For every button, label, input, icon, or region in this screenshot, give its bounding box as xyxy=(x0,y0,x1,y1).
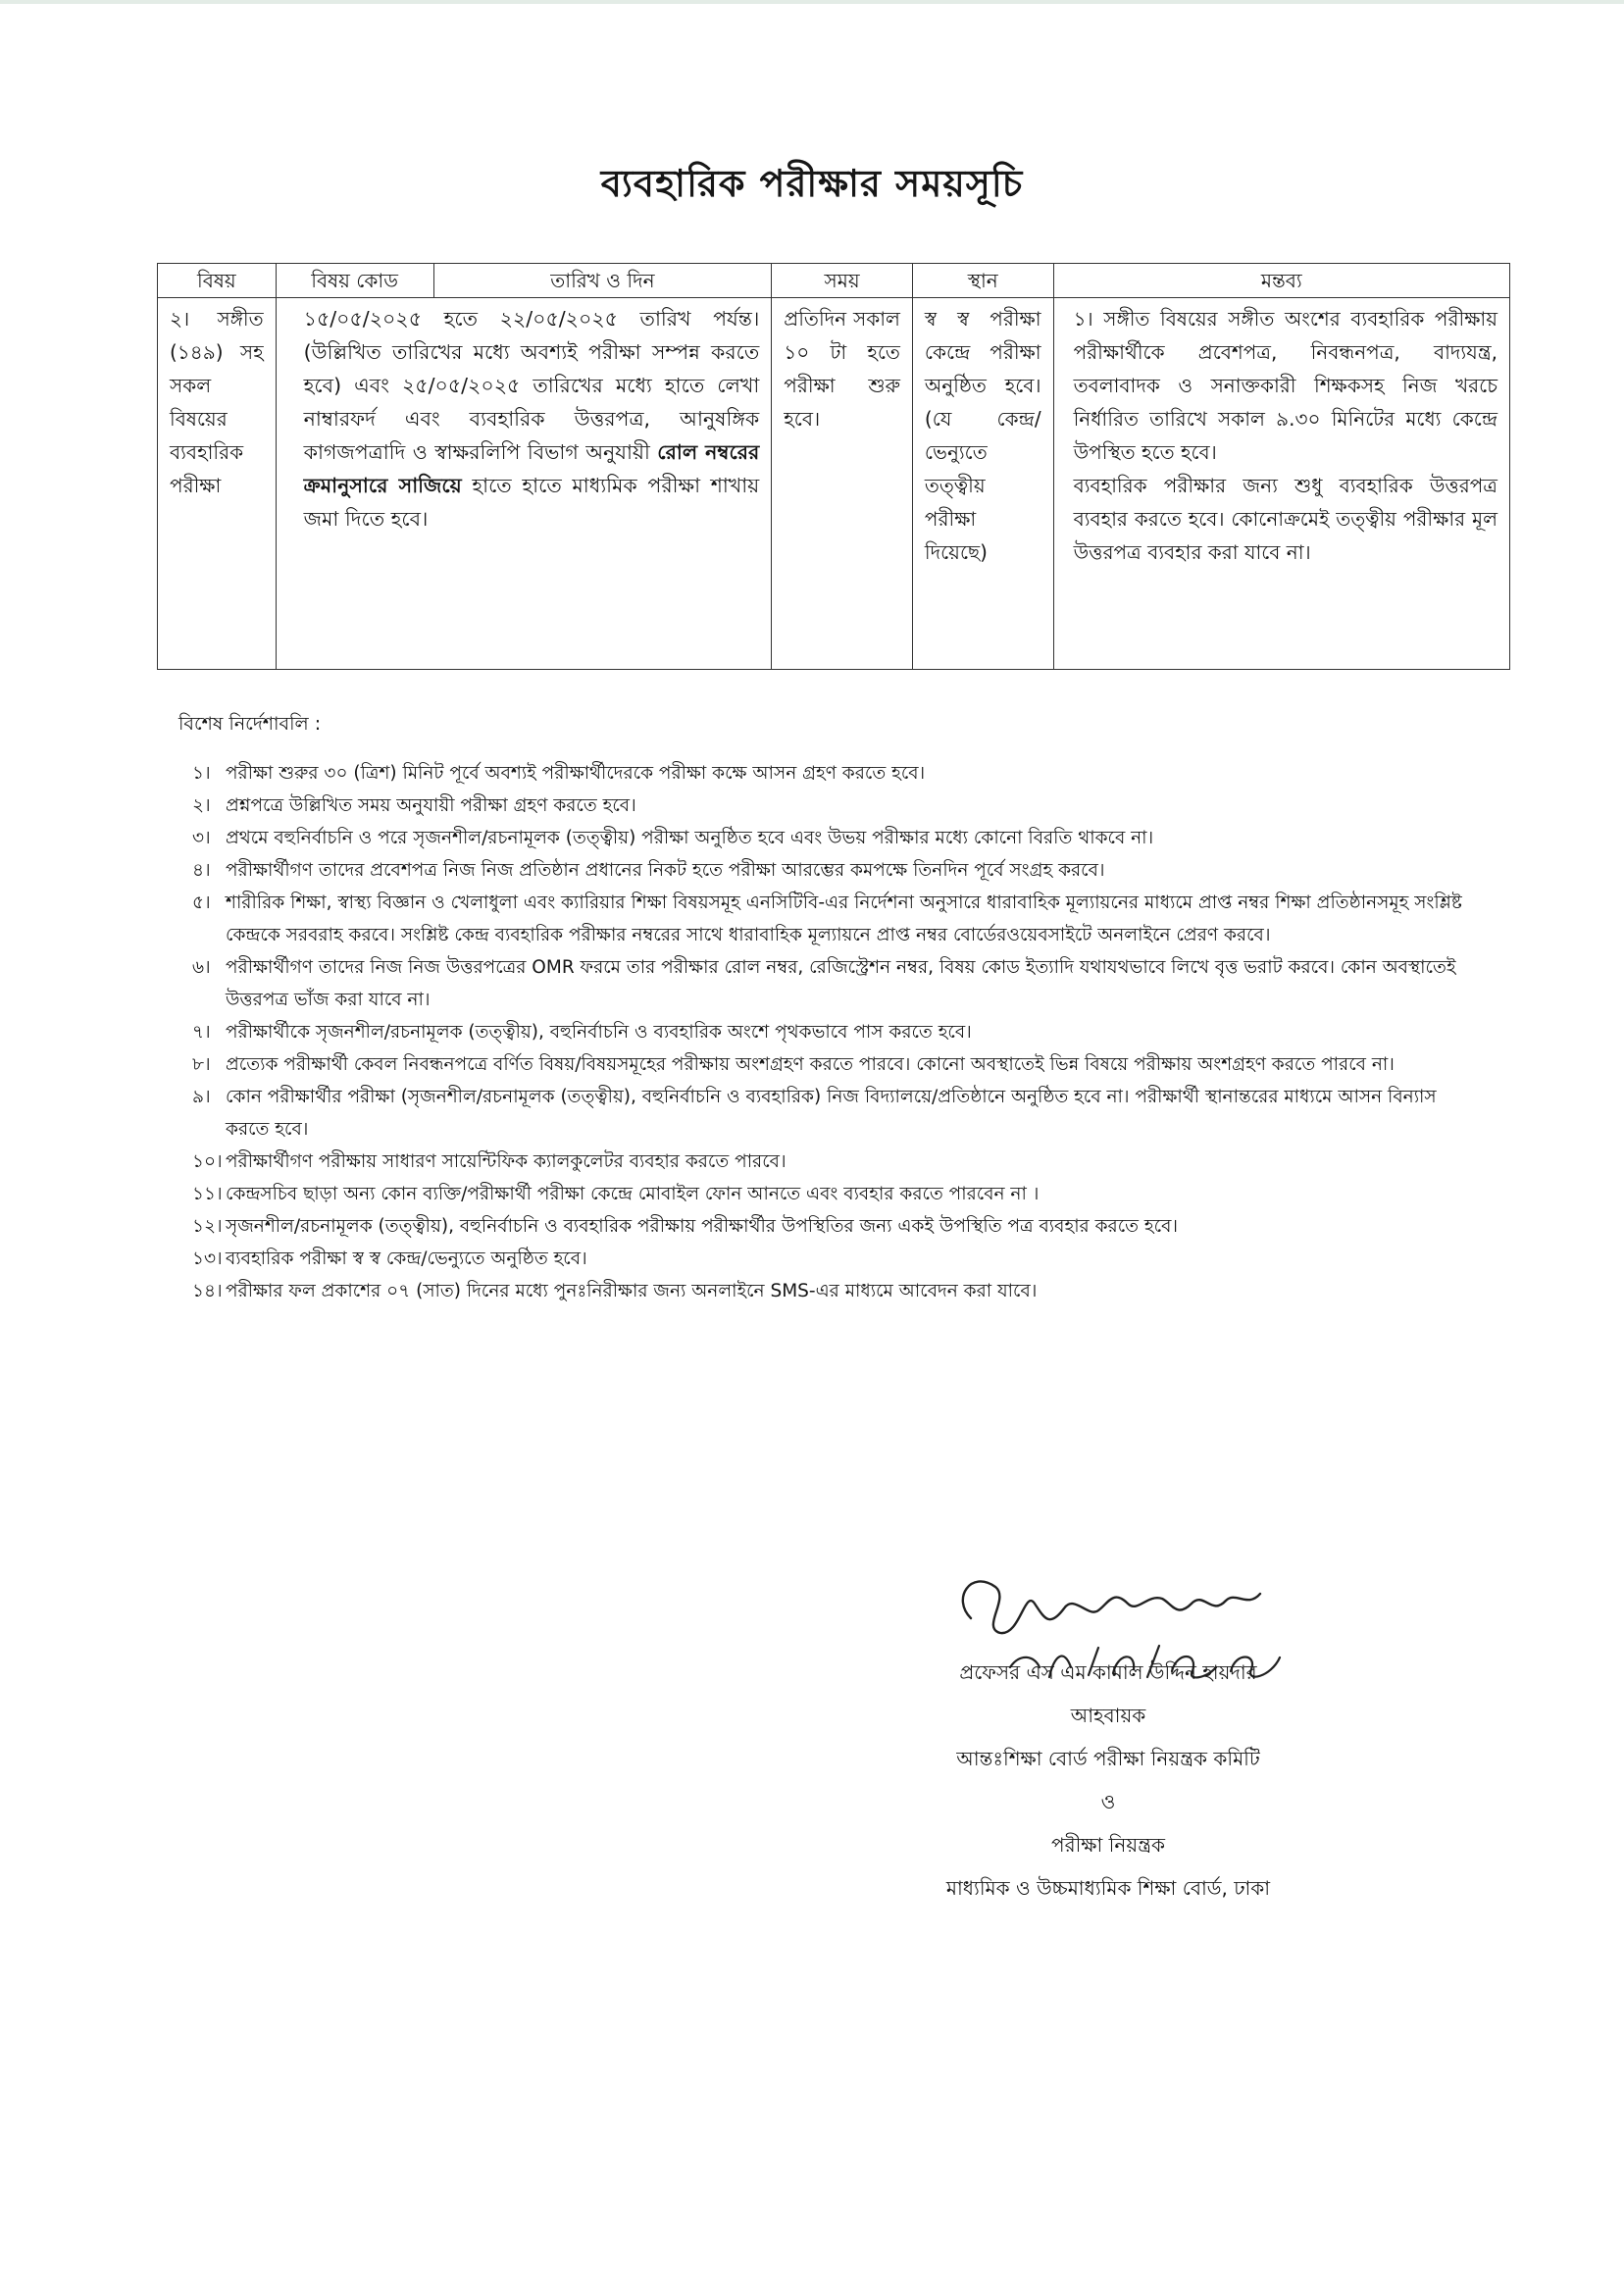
note-text: পরীক্ষার ফল প্রকাশের ০৭ (সাত) দিনের মধ্যে পুনঃনিরীক্ষার জন্য অনলাইনে SMS-এর মাধ্যমে আবেদন করা যাবে। xyxy=(226,1281,1038,1301)
table-row xyxy=(158,298,1510,670)
list-item xyxy=(192,887,1477,951)
header-code: বিষয় কোড xyxy=(276,264,433,298)
note-text: প্রথমে বহুনির্বাচনি ও পরে সৃজনশীল/রচনামূলক (তত্ত্বীয়) পরীক্ষা অনুষ্ঠিত হবে এবং উভয় পরীক্ষার মধ্যে কোনো বিরতি থাকবে না। xyxy=(226,828,1154,848)
note-text: সৃজনশীল/রচনামূলক (তত্ত্বীয়), বহুনির্বাচনি ও ব্যবহারিক পরীক্ষায় পরীক্ষার্থীর উপস্থিতির জন্য একই উপস্থিতি পত্র ব্যবহার করতে হবে। xyxy=(226,1216,1178,1237)
schedule-table xyxy=(157,263,1510,670)
notes-heading: বিশেষ নির্দেশাবলি : xyxy=(178,713,322,735)
note-text: পরীক্ষার্থীগণ তাদের নিজ নিজ উত্তরপত্রের OMR ফরমে তার পরীক্ষার রোল নম্বর, রেজিস্ট্রেশন নম্বর, বিষয় কোড ইত্যাদি যথাযথভাবে লিখে বৃত্ত ভরাট করবে। কোন অবস্থাতেই উত্তরপত্র ভাঁজ করা যাবে না। xyxy=(226,957,1456,1010)
note-number: ৪। xyxy=(192,860,211,881)
list-item xyxy=(192,1048,1477,1081)
note-number: ১১। xyxy=(192,1184,223,1204)
signatory-role: আহবায়ক xyxy=(1070,1704,1146,1727)
note-number: ১০। xyxy=(192,1151,223,1172)
note-text: ব্যবহারিক পরীক্ষা স্ব স্ব কেন্দ্র/ভেন্যুতে অনুষ্ঠিত হবে। xyxy=(226,1249,587,1269)
header-date: তারিখ ও দিন xyxy=(433,264,772,298)
scan-edge xyxy=(0,0,1624,4)
note-text: পরীক্ষার্থীগণ তাদের প্রবেশপত্র নিজ নিজ প্রতিষ্ঠান প্রধানের নিকট হতে পরীক্ষা আরম্ভের কমপক্ষে তিনদিন পূর্বে সংগ্রহ করবে। xyxy=(226,860,1105,881)
cell-date xyxy=(276,298,772,670)
list-item xyxy=(192,854,1477,887)
signatory-and: ও xyxy=(1100,1790,1116,1813)
header-place: স্থান xyxy=(912,264,1053,298)
note-number: ৭। xyxy=(192,1022,211,1043)
list-item xyxy=(192,1210,1477,1243)
list-item xyxy=(192,1146,1477,1178)
note-number: ৯। xyxy=(192,1087,211,1107)
note-number: ২। xyxy=(192,795,211,816)
signatory-position: পরীক্ষা নিয়ন্ত্রক xyxy=(1051,1833,1165,1857)
date-text: ১৫/০৫/২০২৫ হতে ২২/০৫/২০২৫ তারিখ পর্যন্ত। (উল্লিখিত তারিখের মধ্যে অবশ্যই পরীক্ষা সম্পন্ন করতে হবে) এবং ২৫/০৫/২০২৫ তারিখের মধ্যে হাতে লেখা নাম্বারফর্দ এবং ব্যবহারিক উত্তরপত্র, আনুষঙ্গিক কাগজপত্রাদি ও স্বাক্ষরলিপি বিভাগ অনুযায়ী xyxy=(303,307,760,464)
note-text: পরীক্ষার্থীগণ পরীক্ষায় সাধারণ সায়েন্টিফিক ক্যালকুলেটর ব্যবহার করতে পারবে। xyxy=(226,1151,787,1172)
header-remark: মন্তব্য xyxy=(1053,264,1509,298)
remark-2: ব্যবহারিক পরীক্ষার জন্য শুধু ব্যবহারিক উত্তরপত্র ব্যবহার করতে হবে। কোনোক্রমেই তত্ত্বীয় পরীক্ষার মূল উত্তরপত্র ব্যবহার করা যাবে না। xyxy=(1073,474,1497,564)
cell-time: প্রতিদিন সকাল ১০ টা হতে পরীক্ষা শুরু হবে। xyxy=(772,298,913,670)
cell-remark xyxy=(1053,298,1509,670)
signatory-name: প্রফেসর এস এম কামাল উদ্দিন হায়দার xyxy=(959,1660,1257,1684)
list-item xyxy=(192,822,1477,854)
cell-place: স্ব স্ব পরীক্ষা কেন্দ্রে পরীক্ষা অনুষ্ঠিত হবে। (যে কেন্দ্র/ ভেন্যুতে তত্ত্বীয় পরীক্ষা দিয়েছে) xyxy=(912,298,1053,670)
page-title: ব্যবহারিক পরীক্ষার সময়সূচি xyxy=(600,162,1024,205)
note-number: ১৪। xyxy=(192,1281,223,1301)
list-item xyxy=(192,1081,1477,1146)
note-text: পরীক্ষার্থীকে সৃজনশীল/রচনামূলক (তত্ত্বীয়), বহুনির্বাচনি ও ব্যবহারিক অংশে পৃথকভাবে পাস করতে হবে। xyxy=(226,1022,972,1043)
list-item xyxy=(192,951,1477,1016)
note-text: পরীক্ষা শুরুর ৩০ (ত্রিশ) মিনিট পূর্বে অবশ্যই পরীক্ষার্থীদেরকে পরীক্ষা কক্ষে আসন গ্রহণ করতে হবে। xyxy=(226,763,926,784)
note-number: ৮। xyxy=(192,1054,211,1075)
note-text: প্রশ্নপত্রে উল্লিখিত সময় অনুযায়ী পরীক্ষা গ্রহণ করতে হবে। xyxy=(226,795,636,816)
signatory-board: মাধ্যমিক ও উচ্চমাধ্যমিক শিক্ষা বোর্ড, ঢাকা xyxy=(945,1876,1271,1900)
header-time: সময় xyxy=(772,264,913,298)
list-item xyxy=(192,790,1477,822)
list-item xyxy=(192,1243,1477,1275)
date-bold-text: রোল নম্বরের ক্রমানুসারে সাজিয়ে xyxy=(303,440,760,497)
list-item xyxy=(192,1016,1477,1048)
note-text: কোন পরীক্ষার্থীর পরীক্ষা (সৃজনশীল/রচনামূলক (তত্ত্বীয়), বহুনির্বাচনি ও ব্যবহারিক) নিজ বিদ্যালয়ে/প্রতিষ্ঠানে অনুষ্ঠিত হবে না। পরীক্ষার্থী স্থানান্তরের মাধ্যমে আসন বিন্যাস করতে হবে। xyxy=(226,1087,1437,1140)
date-text-end: হাতে হাতে মাধ্যমিক পরীক্ষা শাখায় জমা দিতে হবে। xyxy=(303,474,760,531)
note-number: ৩। xyxy=(192,828,211,848)
cell-subject: ২। সঙ্গীত (১৪৯) সহ সকল বিষয়ের ব্যবহারিক পরীক্ষা xyxy=(158,298,277,670)
table-header-row xyxy=(158,264,1510,298)
remark-1: ১। সঙ্গীত বিষয়ের সঙ্গীত অংশের ব্যবহারিক পরীক্ষায় পরীক্ষার্থীকে প্রবেশপত্র, নিবন্ধনপত্র, বাদ্যযন্ত্র, তবলাবাদক ও সনাক্তকারী শিক্ষকসহ নিজ খরচে নির্ধারিত তারিখে সকাল ৯.৩০ মিনিটের মধ্যে কেন্দ্রে উপস্থিত হতে হবে। xyxy=(1073,307,1497,464)
list-item xyxy=(192,1275,1477,1307)
note-number: ১৩। xyxy=(192,1249,223,1269)
notes-list xyxy=(192,757,1477,1307)
list-item xyxy=(192,757,1477,790)
note-number: ১। xyxy=(192,763,211,784)
list-item xyxy=(192,1178,1477,1210)
note-text: কেন্দ্রসচিব ছাড়া অন্য কোন ব্যক্তি/পরীক্ষার্থী পরীক্ষা কেন্দ্রে মোবাইল ফোন আনতে এবং ব্যবহার করতে পারবেন না । xyxy=(226,1184,1040,1204)
note-number: ৬। xyxy=(192,957,211,978)
note-number: ৫। xyxy=(192,892,211,913)
note-text: প্রত্যেক পরীক্ষার্থী কেবল নিবন্ধনপত্রে বর্ণিত বিষয়/বিষয়সমূহের পরীক্ষায় অংশগ্রহণ করতে পারবে। কোনো অবস্থাতেই ভিন্ন বিষয়ে পরীক্ষায় অংশগ্রহণ করতে পারবে না। xyxy=(226,1054,1395,1075)
note-number: ১২। xyxy=(192,1216,223,1237)
signatory-committee: আন্তঃশিক্ষা বোর্ড পরীক্ষা নিয়ন্ত্রক কমিটি xyxy=(956,1747,1260,1770)
note-text: শারীরিক শিক্ষা, স্বাস্থ্য বিজ্ঞান ও খেলাধুলা এবং ক্যারিয়ার শিক্ষা বিষয়সমূহ এনসিটিবি-এর নির্দেশনা অনুসারে ধারাবাহিক মূল্যায়নের মাধ্যমে প্রাপ্ত নম্বর শিক্ষা প্রতিষ্ঠানসমূহ সংশ্লিষ্ট কেন্দ্রকে সরবরাহ করবে। সংশ্লিষ্ট কেন্দ্র ব্যবহারিক পরীক্ষার নম্বরের সাথে ধারাবাহিক মূল্যায়নে প্রাপ্ত নম্বর বোর্ডেরওয়েবসাইটে অনলাইনে প্রেরণ করবে। xyxy=(226,892,1462,945)
header-subject: বিষয় xyxy=(158,264,277,298)
signatory-block xyxy=(883,1651,1334,1910)
